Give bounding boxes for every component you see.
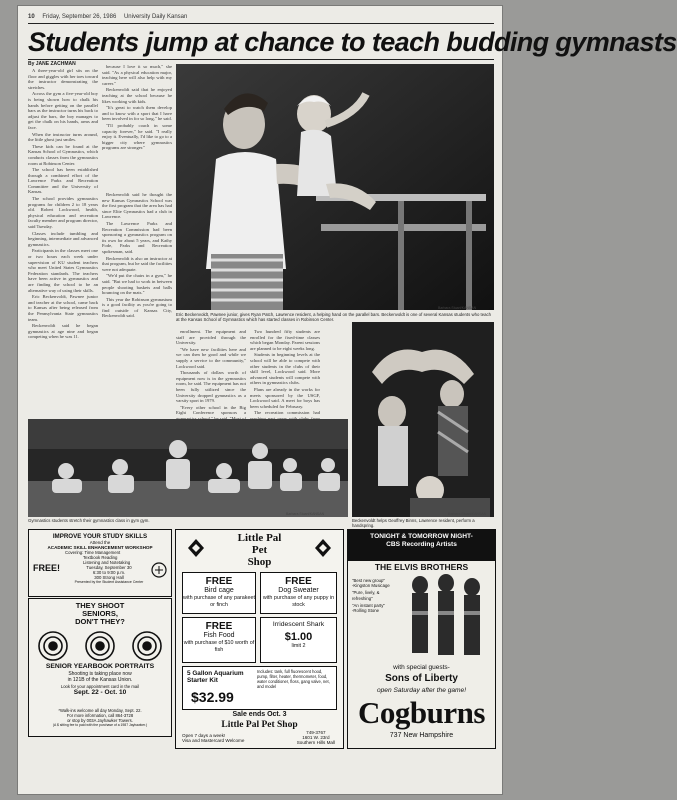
article-column-2	[102, 64, 172, 188]
coupon-fish-food	[182, 617, 256, 663]
photo-parallel-bars-image	[176, 64, 494, 310]
aquarium-includes: Includes: tank, full fluorescent hood, pump, filter, heater, thermometer, food, water conditioner, floss, gang valve, net, and model	[257, 669, 330, 689]
study-ad-date: Tuesday, September 30	[86, 565, 132, 570]
seniors-body-2: in 121B of the Kansas Union.	[67, 676, 133, 683]
cogburns-address: 737 New Hampshire	[389, 732, 454, 739]
study-ad-free: FREE!	[33, 563, 60, 573]
seniors-walkin-3: or stop by 003A Jayhawker Towers.	[67, 718, 133, 723]
pet-cards: Visa and Mastercard Welcome	[182, 738, 245, 744]
article-paragraph: A three-year-old girl sits on the floor and giggles with her toes toward the instructor demonstrating the stretches.	[28, 68, 98, 90]
pet-shop-title	[176, 532, 343, 568]
article-paragraph: Beckenvoldt said he began gymnastics at age nine and began competing when he was 11.	[28, 323, 98, 340]
ad-study-skills	[28, 529, 172, 597]
cogburns-with: with special guests-	[393, 664, 450, 671]
study-ad-details	[65, 550, 153, 585]
pet-sale-ends: Sale ends Oct. 3	[232, 711, 287, 718]
sweater-free: FREE	[285, 576, 312, 587]
seniors-line-2: SENIORS,	[82, 609, 118, 618]
article-paragraph: "We have new facilities here and we can then be good and while we supply a service to the community," Lockwood said.	[176, 346, 246, 369]
study-ad-place: 300 Strong Hall	[94, 575, 124, 580]
top-photo-credit: Barbara Stuart/KANSAN	[438, 306, 477, 310]
article-paragraph: The school provides gymnastics programs for children 2 to 18 years old. Robert Lockwood, health, physical education and recreation faculty member and program director, said Tuesday.	[28, 196, 98, 230]
cogburns-band: THE ELVIS BROTHERS	[374, 562, 469, 572]
mid-right-credit: Barbara Stuart/KANSAN	[448, 512, 487, 516]
coupon-bird-cage	[182, 572, 256, 614]
ad-senior-portraits	[28, 598, 172, 708]
article-paragraph: Participants in the classes meet one or two hours each week under supervision of KU student teachers who meet United States Gymnastics Federation standards. The teachers have been active in gymnastics and are finding the school to be an alternative way of using their skills.	[28, 248, 98, 293]
article-paragraph: Eric Beckenvoldt, Pawnee junior and teacher at the school, came back to Kansas after being released from the Pennsylvania State gymnastics team.	[28, 294, 98, 322]
target-icons	[37, 629, 163, 663]
pet-title-1: Little Pal	[237, 532, 282, 544]
pet-contact	[297, 730, 335, 745]
seniors-line-3: DON'T THEY?	[75, 617, 125, 626]
article-paragraph: The Lawrence Parks and Recreation Commission had been sponsoring a gymnastics program on its own for about 5 years, and Kathy Fode, Parks and Recreation spokesman, said.	[102, 220, 172, 254]
byline: By JANE ZACHMAN	[28, 61, 76, 67]
coupon-aquarium	[182, 666, 337, 710]
seniors-body-1: Shooting is taking place now	[68, 671, 132, 677]
pet-address: 1601 W. 23rd	[302, 735, 330, 740]
article-paragraph: "It's great to watch them develop and to know with a sport that I have been involved in for so long," he said.	[102, 105, 172, 122]
fish-free: FREE	[205, 621, 233, 632]
pet-hours	[182, 733, 244, 744]
seniors-walkin-2: For more information, call 864-3728	[66, 713, 134, 718]
bird-free: FREE	[205, 576, 233, 587]
mid-right-caption: Beckenvoldt helps Geoffrey Binns, Lawrence resident, perform a handspring.	[352, 518, 475, 528]
pet-open: Open 7 days a week!	[182, 733, 226, 738]
article-column-1	[28, 68, 98, 418]
article-paragraph: Beckenvoldt said that he enjoyed teaching at the school because he likes working with kids.	[102, 87, 172, 104]
headline-rule	[28, 59, 494, 60]
ad-senior-portraits-footer	[28, 706, 172, 737]
aquarium-title: 5 Gallon Aquarium Starter Kit	[187, 670, 244, 685]
article-paragraph: Beckenvoldt said he thought the new Kansas Gymnastics School was the first program that the area has had since Elite Gymnastics had a club in Lawrence.	[102, 192, 172, 220]
study-ad-topic-1: Covering: Time Management	[65, 550, 121, 555]
seniors-banner: SENIOR YEARBOOK PORTRAITS	[45, 663, 155, 670]
photo-handspring	[352, 322, 494, 517]
article-paragraph: Plans are already in the works for meets sponsored by the USGF, Lockwood said. A meet for boys has been scheduled for February.	[250, 386, 320, 409]
article-paragraph: Classes include tumbling and beginning, intermediate and advanced gymnastics.	[28, 230, 98, 247]
cogburns-header	[348, 530, 495, 561]
study-ad-time: 6:30 to 9:00 p.m.	[92, 570, 126, 575]
photo-handspring-image	[352, 322, 494, 517]
header-rule	[28, 23, 494, 24]
seniors-body	[29, 672, 171, 696]
article-paragraph: enrollment. The equipment and staff are provided through the University.	[176, 329, 246, 346]
shark-label: Irridescent Shark	[272, 621, 325, 628]
article-paragraph: When the instructor turns around, the little ghost just smiles.	[28, 131, 98, 143]
cogburns-quotes	[352, 578, 398, 613]
cogburns-after: open Saturday after the game!	[376, 687, 467, 694]
article-paragraph: Across the gym a five-year-old boy is being shown how to chalk his hands before getting on the parallel bars as the instructor turns his back to adjust the bars, the boy manages to get the chalk on his hands, arms and face.	[28, 91, 98, 130]
bird-sub: with purchase of any parakeet or finch	[183, 595, 255, 608]
article-paragraph: "I'll probably coach in some capacity forever," he said. "I really enjoy it. Eventually, I'd like to go to a bigger city where gymnastics programs are stronger."	[102, 122, 172, 151]
study-ad-logo-icon	[151, 562, 167, 578]
article-paragraph: Two hundred fifty students are enrolled for the fixed-time classes which began Monday. Parent sessions are planned to be eight weeks long.	[250, 329, 320, 351]
bird-cage: Bird cage	[204, 587, 234, 594]
photo-stretching-class	[28, 419, 348, 517]
paper-name: University Daily Kansan	[123, 14, 188, 20]
cogburns-logo: Cogburns	[358, 695, 485, 730]
mid-left-credit: Barbara Stuart/KANSAN	[286, 512, 325, 516]
ad-pet-shop	[175, 529, 344, 749]
article-paragraph: Beckenvoldt is also an instructor at that program, but he said the facilities were not adequate.	[102, 255, 172, 272]
article-paragraph: "Every other school in the Big Eight Conference sponsors a	[176, 404, 246, 416]
sweater-sub: with purchase of any puppy in stock	[262, 595, 335, 608]
mid-left-caption: Gymnastics students stretch their gymnastics class in gym gym.	[28, 518, 150, 523]
page-header	[28, 14, 494, 26]
shark-limit: limit 2	[291, 643, 306, 649]
top-photo-caption: Eric Beckenvoldt, Pawnee junior, gives Ryan Patch, Lawrence resident, a helping hand on the parallel bars. Beckenvoldt is one of several Kansas students who teach at the Kansas School of Gymnastics which has started classes in Robinson Center.	[176, 312, 492, 322]
quote-3-src: -Rolling Stone	[352, 608, 379, 614]
study-ad-attend: Attend the	[89, 540, 111, 545]
dog-sweater: Dog Sweater	[278, 587, 319, 594]
pet-mall: Southern Hills Mall	[296, 740, 335, 745]
photo-parallel-bars	[176, 64, 494, 310]
article-column-3	[176, 329, 246, 418]
seniors-line-1: THEY SHOOT	[75, 601, 125, 610]
newspaper-page	[18, 6, 677, 794]
quote-1: "Best new group"	[352, 578, 385, 583]
article-paragraph: Students in beginning levels at the school will be able to compete with other students in the clubs of their skill level, Lockwood said. More advanced students will compete with others in gymnastics clubs.	[250, 352, 320, 386]
quote-1-src: -Kingston Musicage	[352, 583, 390, 589]
photo-stretching-class-image	[28, 419, 348, 517]
ad-cogburns	[347, 529, 496, 749]
aquarium-price: $32.99	[191, 689, 234, 705]
headline: Students jump at chance to teach budding gymnasts	[28, 27, 677, 57]
fish-food: Fish Food	[203, 632, 235, 639]
article-paragraph: The school has been established through a combined effort of the Lawrence Parks and Recreation Committee and the University of Kansas.	[28, 167, 98, 195]
fish-sub: with purchase of $10 worth of fish	[183, 640, 255, 653]
study-ad-sponsor: Presented by the Student Assistance Center	[74, 580, 144, 584]
article-paragraph: These kids can be found at the Kansas School of Gymnastics, which conducts classes from the gymnastics room at Robinson Center.	[28, 143, 98, 166]
page-number: 10	[28, 14, 35, 20]
article-paragraph: This year the Robinson gymnasium is a good facility as you're going to find outside of Kansas City, Beckenvoldt said.	[102, 296, 172, 319]
article-column-4	[250, 329, 320, 418]
shark-price: $1.00	[284, 631, 313, 643]
article-paragraph: The recreation commission had	[254, 410, 320, 416]
cogburns-artists: CBS Recording Artists	[386, 541, 457, 548]
seniors-body-3: Look for your appointment card in the mail	[60, 683, 140, 689]
pet-footer-title: Little Pal Pet Shop	[221, 720, 298, 730]
quote-2: "Pure, lively, & refreshing"	[352, 590, 380, 601]
quote-3: "An instant party"	[352, 602, 385, 608]
study-ad-workshop: ACADEMIC SKILL ENHANCEMENT WORKSHOP	[47, 545, 153, 550]
study-ad-topic-2: Textbook Reading	[83, 555, 118, 560]
study-ad-topic-3: Listening and Notetaking	[83, 560, 131, 565]
article-paragraph: Thousands of dollars worth of equipment now is in the gymnastics room, he said. The equipment has not been fully utilized since the University dropped gymnastics as a varsity sport in 1979.	[176, 370, 246, 404]
cogburns-tonight: TONIGHT & TOMORROW NIGHT-	[370, 533, 473, 540]
cogburns-guest: Sons of Liberty	[385, 673, 458, 684]
seniors-walkin-1: *Walk-ins welcome all day Monday, Sept. 22.	[58, 708, 142, 713]
seniors-dates: Sept. 22 - Oct. 10	[73, 689, 127, 697]
page-date: Friday, September 26, 1986	[42, 14, 117, 20]
article-column-2b	[102, 192, 172, 418]
article-paragraph: because I love it so much," she said. "As a physical education major, teaching here will also help with my career."	[102, 64, 172, 86]
pet-title-2: Pet	[251, 544, 268, 556]
pet-title-3: Shop	[247, 556, 272, 568]
study-ad-title: IMPROVE YOUR STUDY SKILLS	[52, 533, 148, 540]
article-paragraph: "We'd put the chairs in a gym," he said. "But we had to work in between people shooting baskets and balls bouncing on the mats."	[102, 273, 172, 296]
coupon-shark	[260, 617, 337, 663]
seniors-note: (A $ sitting fee to paid with the purchase of a 1987 Jayhawker.)	[52, 723, 148, 727]
coupon-dog-sweater	[260, 572, 337, 614]
pet-phone: 749-3767	[306, 730, 326, 735]
band-photo	[398, 573, 490, 659]
